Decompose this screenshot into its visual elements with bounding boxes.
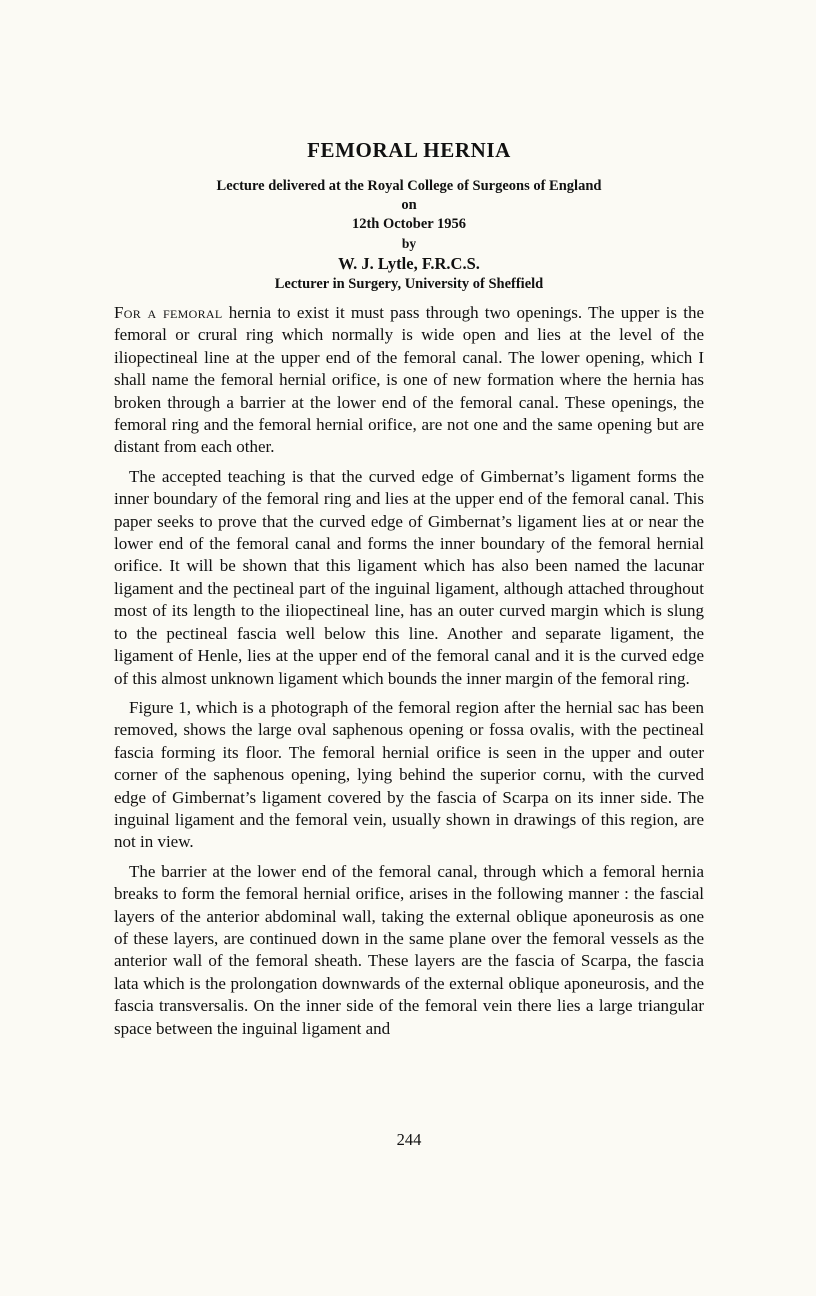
author-name: W. J. Lytle, F.R.C.S. [338,254,480,273]
page-content [114,138,704,1040]
on-word: on [401,197,417,213]
paragraph-4: The barrier at the lower end of the femoral canal, through which a femoral hernia breaks to form the femoral hernial orifice, arises in the following manner : the fascial layers of the anterior abdominal wall, taking the external oblique aponeurosis as one of these layers, are continued down in the same plane over the femoral vessels as the anterior wall of the femoral sheath. These layers are the fascia of Scarpa, the fascia lata which is the prolongation downwards of the external oblique aponeurosis, and the fascia transversalis. On the inner side of the femoral vein there lies a large triangular space between the inguinal ligament and [114,861,704,1038]
paragraph-1-text: hernia to exist it must pass through two openings. The upper is the femoral or crural ring which normally is wide open and lies at the level of the iliopectineal line at the upper end of the femoral canal. The lower opening, which I shall name the femoral hernial orifice, is one of new formation where the hernia has broken through a barrier at the lower end of the femoral canal. These openings, the femoral ring and the femoral hernial orifice, are not one and the same opening but are distant from each other. [114,303,705,457]
paragraph-2: The accepted teaching is that the curved edge of Gimbernat’s ligament forms the inner boundary of the femoral ring and lies at the upper end of the femoral canal. This paper seeks to prove that the curved edge of Gimbernat’s ligament lies at or near the lower end of the femoral canal and forms the inner boundary of the femoral hernial orifice. It will be shown that this ligament which has also been named the lacunar ligament and the pectineal part of the inguinal ligament, although attached throughout most of its length to the iliopectineal line, has an outer curved margin which is slung to the pectineal fascia well below this line. Another and separate ligament, the ligament of Henle, lies at the upper end of the femoral canal and it is the curved edge of this almost unknown ligament which bounds the inner margin of the femoral ring. [114,466,704,688]
lecture-date: 12th October 1956 [351,216,467,232]
page-number: 244 [396,1130,422,1149]
article-body [114,302,704,1040]
lecture-line: Lecture delivered at the Royal College of Surgeons of England [216,178,602,194]
paragraph-1-lead: For a femoral [114,303,223,322]
paragraph-1 [114,302,704,459]
page-title: FEMORAL HERNIA [307,138,511,162]
author-affiliation: Lecturer in Surgery, University of Sheffield [274,276,544,292]
paragraph-3: Figure 1, which is a photograph of the femoral region after the hernial sac has been removed, shows the large oval saphenous opening or fossa ovalis, with the pectineal fascia forming its floor. The femoral hernial orifice is seen in the upper and outer corner of the saphenous opening, lying behind the superior cornu, with the curved edge of Gimbernat’s ligament covered by the fascia of Scarpa on its inner side. The inguinal ligament and the femoral vein, usually shown in drawings of this region, are not in view. [114,697,704,852]
by-word: by [401,236,417,251]
